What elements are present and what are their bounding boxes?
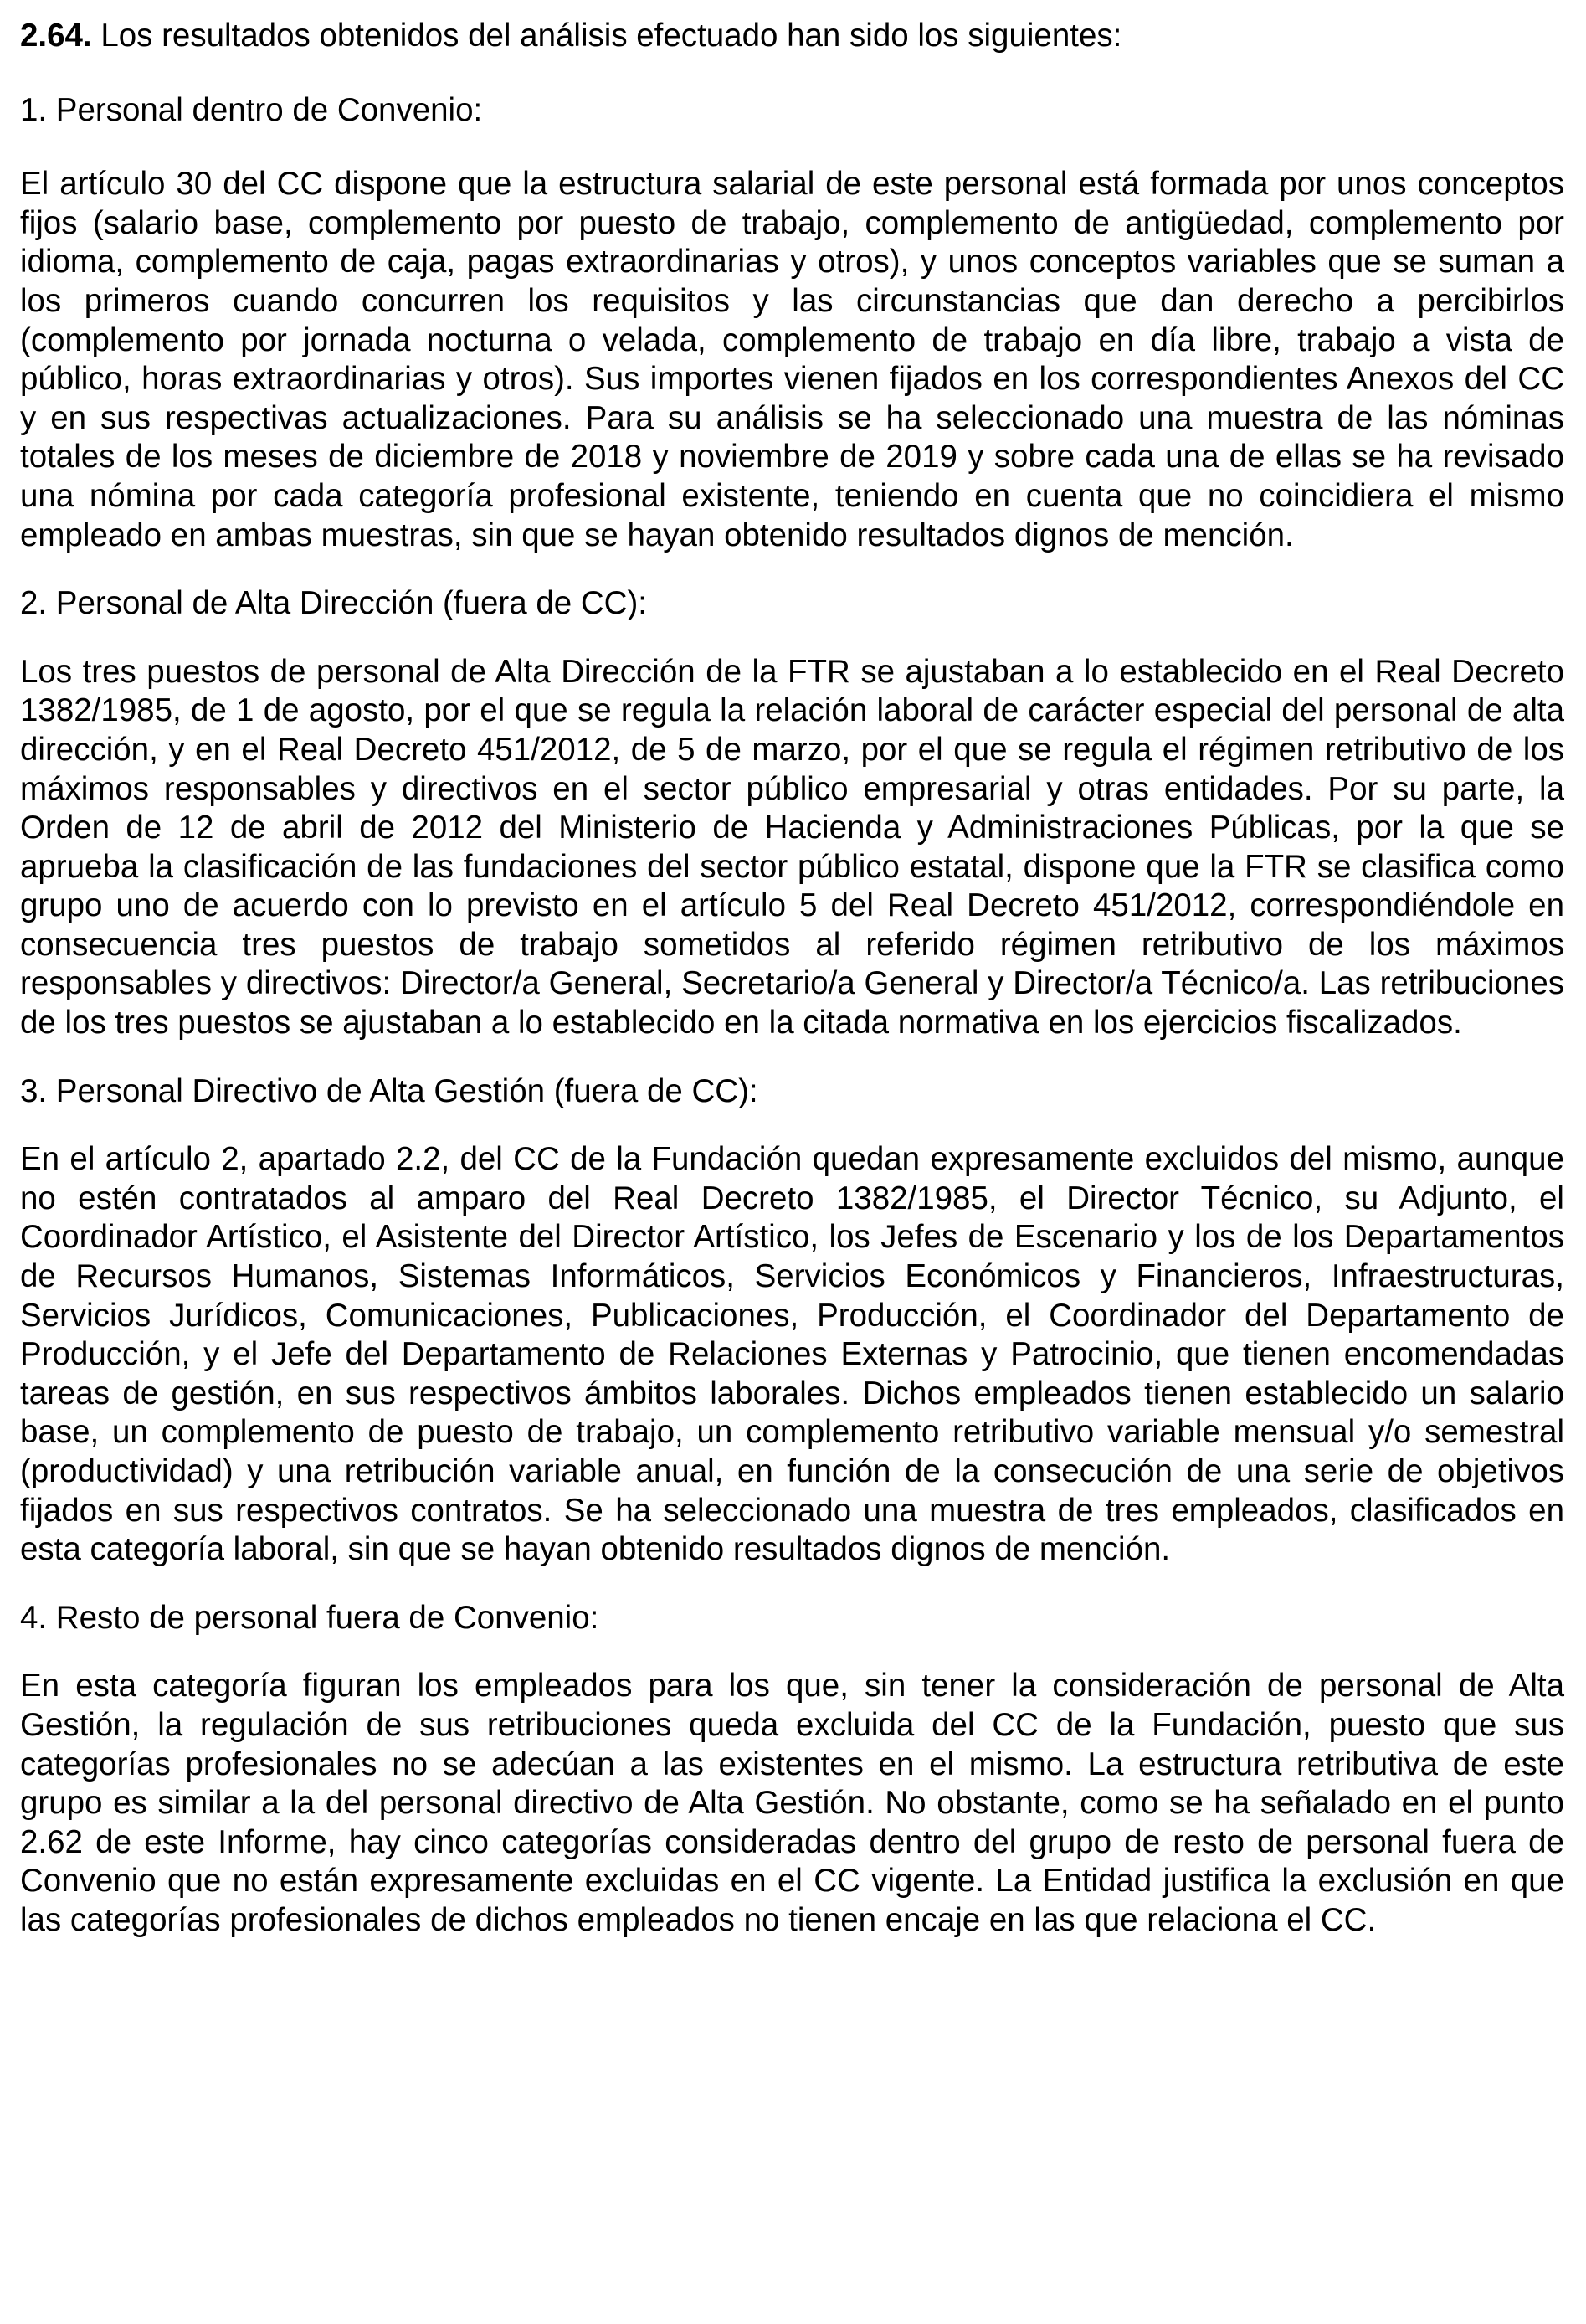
section-2-heading: 2. Personal de Alta Dirección (fuera de CC):: [20, 585, 647, 622]
intro-paragraph: [20, 17, 1564, 56]
document-page: [20, 0, 1564, 1941]
section-3-heading: 3. Personal Directivo de Alta Gestión (fuera de CC):: [20, 1072, 758, 1109]
section-4-heading: 4. Resto de personal fuera de Convenio:: [20, 1599, 599, 1636]
section-2-body: Los tres puestos de personal de Alta Dirección de la FTR se ajustaban a lo establecido en el Real Decreto 1382/1985, de 1 de agosto, por el que se regula la relación laboral de carácter especial del personal de alta dirección, y en el Real Decreto 451/2012, de 5 de marzo, por el que se regula el régimen retributivo de los máximos responsables y directivos en el sector público empresarial y otras entidades. Por su parte, la Orden de 12 de abril de 2012 del Ministerio de Hacienda y Administraciones Públicas, por la que se aprueba la clasificación de las fundaciones del sector público estatal, dispone que la FTR se clasifica como grupo uno de acuerdo con lo previsto en el artículo 5 del Real Decreto 451/2012, correspondiéndole en consecuencia tres puestos de trabajo sometidos al referido régimen retributivo de los máximos responsables y directivos: Director/a General, Secretario/a General y Director/a Técnico/a. Las retribuciones de los tres puestos se ajustaban a lo establecido en la citada normativa en los ejercicios fiscalizados.: [20, 653, 1564, 1041]
section-1-heading: 1. Personal dentro de Convenio:: [20, 91, 483, 128]
section-1-body: El artículo 30 del CC dispone que la estructura salarial de este personal está formada por unos conceptos fijos (salario base, complemento por puesto de trabajo, complemento de antigüedad, complemento por idioma, complemento de caja, pagas extraordinarias y otros), y unos conceptos variables que se suman a los primeros cuando concurren los requisitos y las circunstancias que dan derecho a percibirlos (complemento por jornada nocturna o velada, complemento de trabajo en día libre, trabajo a vista de público, horas extraordinarias y otros). Sus importes vienen fijados en los correspondientes Anexos del CC y en sus respectivas actualizaciones. Para su análisis se ha seleccionado una muestra de las nóminas totales de los meses de diciembre de 2018 y noviembre de 2019 y sobre cada una de ellas se ha revisado una nómina por cada categoría profesional existente, teniendo en cuenta que no coincidiera el mismo empleado en ambas muestras, sin que se hayan obtenido resultados dignos de mención.: [20, 166, 1564, 553]
section-3-body: En el artículo 2, apartado 2.2, del CC de la Fundación quedan expresamente excluidos del mismo, aunque no estén contratados al amparo del Real Decreto 1382/1985, el Director Técnico, su Adjunto, el Coordinador Artístico, el Asistente del Director Artístico, los Jefes de Escenario y los de los Departamentos de Recursos Humanos, Sistemas Informáticos, Servicios Económicos y Financieros, Infraestructuras, Servicios Jurídicos, Comunicaciones, Publicaciones, Producción, el Coordinador del Departamento de Producción, y el Jefe del Departamento de Relaciones Externas y Patrocinio, que tienen encomendadas tareas de gestión, en sus respectivos ámbitos laborales. Dichos empleados tienen establecido un salario base, un complemento de puesto de trabajo, un complemento retributivo variable mensual y/o semestral (productividad) y una retribución variable anual, en función de la consecución de una serie de objetivos fijados en sus respectivos contratos. Se ha seleccionado una muestra de tres empleados, clasificados en esta categoría laboral, sin que se hayan obtenido resultados dignos de mención.: [20, 1141, 1564, 1568]
section-4-body: En esta categoría figuran los empleados para los que, sin tener la consideración de personal de Alta Gestión, la regulación de sus retribuciones queda excluida del CC de la Fundación, puesto que sus categorías profesionales no se adecúan a las existentes en el mismo. La estructura retributiva de este grupo es similar a la del personal directivo de Alta Gestión. No obstante, como se ha señalado en el punto 2.62 de este Informe, hay cinco categorías consideradas dentro del grupo de resto de personal fuera de Convenio que no están expresamente excluidas en el CC vigente. La Entidad justifica la exclusión en que las categorías profesionales de dichos empleados no tienen encaje en las que relaciona el CC.: [20, 1668, 1564, 1938]
paragraph-number: 2.64.: [20, 18, 92, 54]
intro-text: Los resultados obtenidos del análisis efectuado han sido los siguientes:: [100, 18, 1122, 54]
